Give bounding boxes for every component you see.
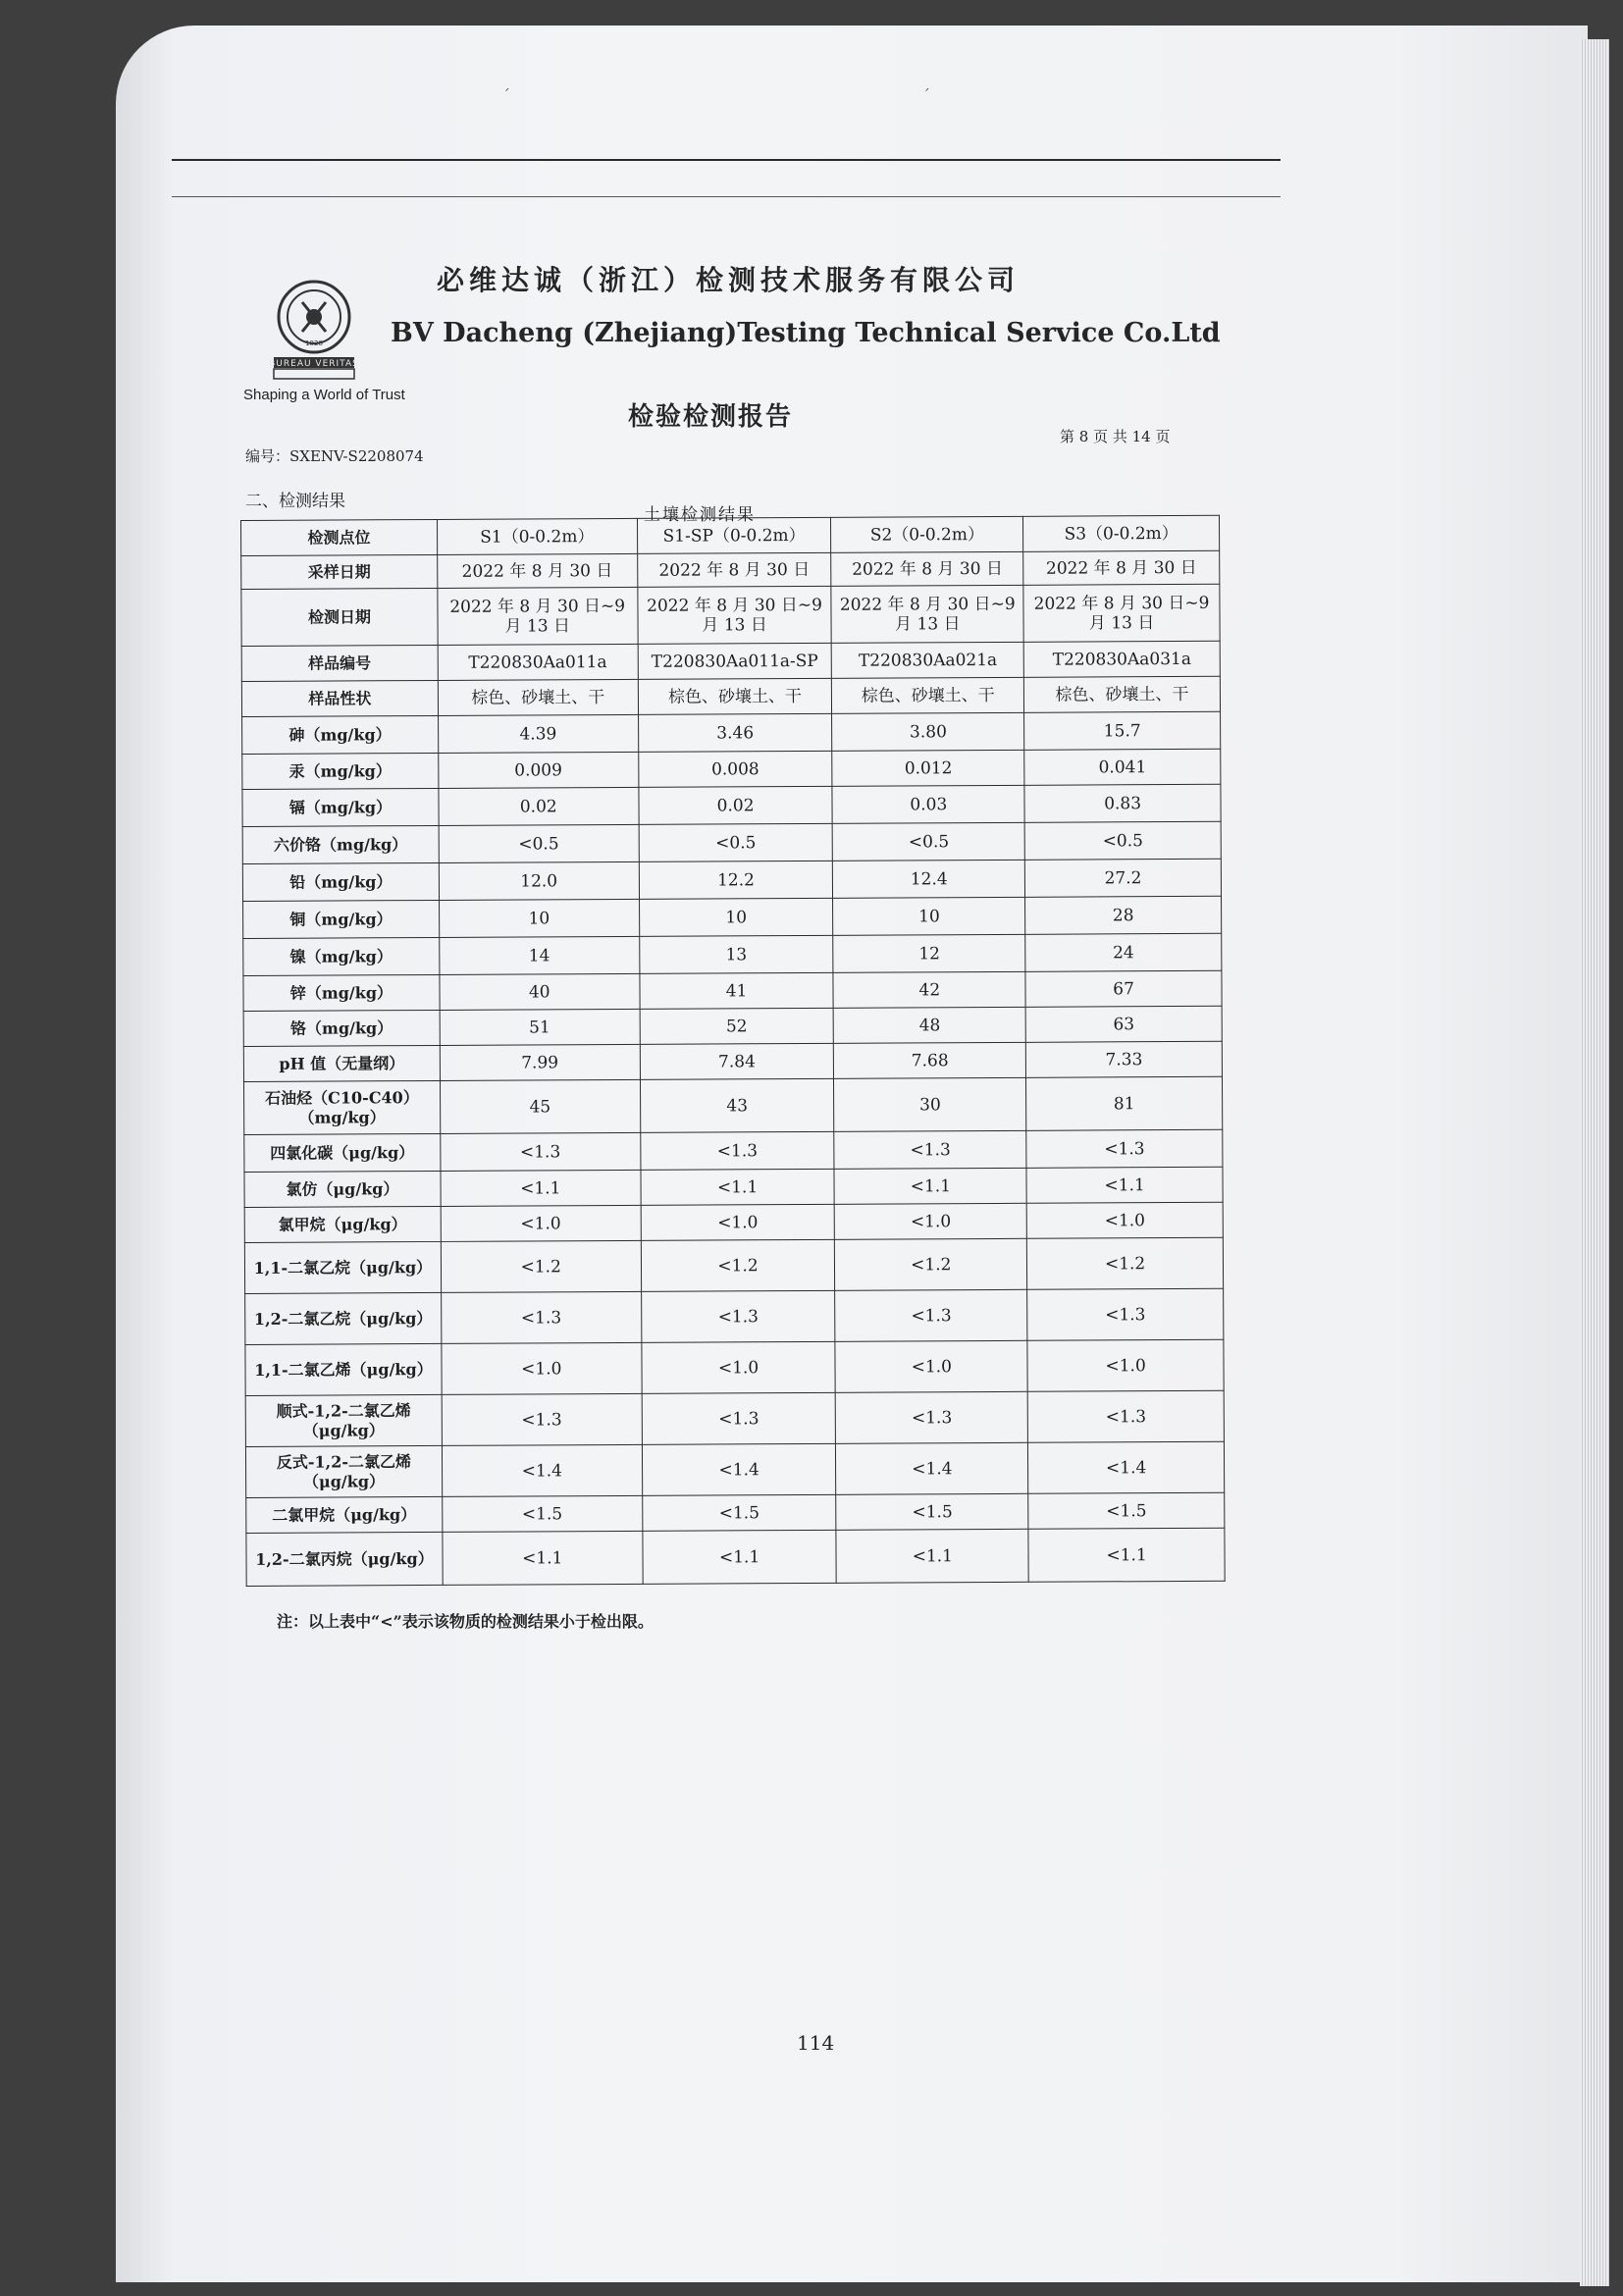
table-row bbox=[243, 933, 1222, 975]
value-cell: 67 bbox=[1025, 970, 1222, 1007]
value-cell: 4.39 bbox=[438, 714, 638, 753]
value-cell: 7.84 bbox=[640, 1043, 834, 1079]
value-cell: 棕色、砂壤土、干 bbox=[832, 677, 1024, 713]
svg-text:1828: 1828 bbox=[305, 339, 323, 347]
value-cell: <1.5 bbox=[642, 1494, 836, 1531]
value-cell: 0.008 bbox=[638, 751, 832, 787]
value-cell: 3.80 bbox=[832, 712, 1024, 751]
value-cell: <1.1 bbox=[443, 1531, 643, 1585]
value-cell: 2022 年 8 月 30 日~9 月 13 日 bbox=[438, 587, 638, 645]
value-cell: 43 bbox=[640, 1078, 834, 1132]
value-cell: <0.5 bbox=[833, 822, 1025, 861]
table-footnote: 注：以上表中“<”表示该物质的检测结果小于检出限。 bbox=[277, 1612, 654, 1631]
svg-text:BUREAU VERITAS: BUREAU VERITAS bbox=[269, 359, 359, 369]
row-label-cell: 氯甲烷（μg/kg） bbox=[244, 1206, 441, 1242]
value-cell: 12.4 bbox=[833, 860, 1025, 898]
value-cell: 2022 年 8 月 30 日~9 月 13 日 bbox=[638, 586, 832, 644]
table-header-row bbox=[241, 515, 1220, 555]
value-cell: <1.3 bbox=[1027, 1390, 1224, 1442]
row-label-cell: 汞（mg/kg） bbox=[242, 753, 439, 789]
row-label-cell: 氯仿（μg/kg） bbox=[244, 1171, 441, 1207]
table-row bbox=[245, 1390, 1224, 1446]
row-label-cell: 铬（mg/kg） bbox=[243, 1010, 440, 1046]
value-cell: T220830Aa011a bbox=[438, 644, 638, 680]
value-cell: 13 bbox=[639, 935, 833, 973]
table-row bbox=[243, 896, 1222, 938]
value-cell: 52 bbox=[640, 1008, 834, 1044]
header-rule bbox=[172, 159, 1281, 161]
table-row bbox=[243, 970, 1222, 1011]
value-cell: 2022 年 8 月 30 日 bbox=[831, 551, 1023, 586]
value-cell: T220830Aa011a-SP bbox=[638, 643, 832, 679]
value-cell: 63 bbox=[1025, 1006, 1222, 1042]
value-cell: <1.3 bbox=[441, 1291, 641, 1343]
page-stack-edge bbox=[1580, 39, 1609, 2286]
value-cell: <1.2 bbox=[835, 1238, 1027, 1290]
row-label-cell: 反式-1,2-二氯乙烯（μg/kg） bbox=[245, 1445, 442, 1497]
value-cell: 12.0 bbox=[439, 861, 639, 900]
table-row bbox=[244, 1167, 1223, 1207]
value-cell: <1.1 bbox=[836, 1529, 1028, 1583]
row-label-cell: 石油烃（C10-C40）（mg/kg） bbox=[243, 1080, 440, 1134]
value-cell: <1.1 bbox=[641, 1169, 835, 1205]
value-cell: <1.0 bbox=[1026, 1202, 1223, 1238]
value-cell: <1.4 bbox=[836, 1442, 1028, 1494]
value-cell: 3.46 bbox=[638, 713, 832, 752]
table-row bbox=[246, 1528, 1225, 1586]
scan-speck: ˊ bbox=[502, 86, 510, 105]
value-cell: <1.0 bbox=[442, 1342, 642, 1394]
value-cell: <1.0 bbox=[835, 1340, 1027, 1392]
section-heading: 二、检测结果 bbox=[245, 492, 345, 511]
row-label-cell: 1,2-二氯丙烷（μg/kg） bbox=[246, 1532, 443, 1586]
value-cell: 7.33 bbox=[1025, 1041, 1222, 1077]
value-cell: 41 bbox=[640, 972, 834, 1009]
value-cell: 10 bbox=[833, 897, 1025, 935]
value-cell: 81 bbox=[1026, 1076, 1223, 1130]
table-row bbox=[242, 859, 1221, 901]
point-header-cell: S1（0-0.2m） bbox=[437, 518, 637, 554]
table-row bbox=[242, 784, 1221, 826]
value-cell: 42 bbox=[833, 971, 1025, 1008]
value-cell: 0.012 bbox=[832, 750, 1024, 786]
table-row bbox=[245, 1339, 1224, 1395]
report-title: 检验检测报告 bbox=[628, 402, 794, 432]
value-cell: <1.3 bbox=[834, 1130, 1026, 1169]
table-row bbox=[241, 676, 1220, 716]
header-rule-top bbox=[172, 196, 1281, 197]
value-cell: <1.2 bbox=[441, 1240, 641, 1292]
row-label-cell: 样品性状 bbox=[241, 680, 438, 716]
value-cell: 棕色、砂壤土、干 bbox=[638, 678, 832, 714]
value-cell: <1.1 bbox=[1026, 1167, 1223, 1203]
table-row bbox=[243, 1076, 1222, 1134]
value-cell: 15.7 bbox=[1024, 711, 1221, 750]
table-row bbox=[241, 584, 1220, 646]
value-cell: 7.68 bbox=[834, 1042, 1026, 1078]
value-cell: <0.5 bbox=[1024, 821, 1221, 860]
value-cell: <1.2 bbox=[1027, 1237, 1224, 1289]
value-cell: <0.5 bbox=[439, 824, 639, 862]
table-row bbox=[244, 1202, 1223, 1242]
value-cell: <1.2 bbox=[641, 1239, 835, 1291]
row-label-cell: 锌（mg/kg） bbox=[243, 974, 440, 1011]
table-row bbox=[245, 1288, 1224, 1344]
row-label-cell: 镉（mg/kg） bbox=[242, 788, 439, 826]
row-label-cell: 二氯甲烷（μg/kg） bbox=[246, 1496, 443, 1533]
value-cell: <1.0 bbox=[441, 1205, 641, 1241]
value-cell: 0.02 bbox=[439, 787, 639, 825]
row-label-cell: 镍（mg/kg） bbox=[243, 937, 440, 975]
row-label-cell: 四氯化碳（μg/kg） bbox=[244, 1133, 441, 1172]
value-cell: 0.83 bbox=[1024, 784, 1221, 822]
value-cell: 12.2 bbox=[639, 861, 833, 899]
value-cell: <1.3 bbox=[1026, 1129, 1223, 1168]
value-cell: 48 bbox=[834, 1007, 1026, 1043]
value-cell: <1.3 bbox=[641, 1290, 835, 1342]
table-row bbox=[241, 641, 1220, 681]
value-cell: <1.3 bbox=[836, 1391, 1028, 1443]
value-cell: <1.1 bbox=[834, 1168, 1026, 1204]
row-label-cell: pH 值（无量纲） bbox=[243, 1045, 440, 1081]
value-cell: 30 bbox=[834, 1077, 1026, 1131]
value-cell: <1.0 bbox=[1027, 1339, 1224, 1391]
table-row bbox=[241, 550, 1220, 589]
value-cell: <1.3 bbox=[642, 1392, 836, 1444]
table-row bbox=[243, 1041, 1222, 1081]
value-cell: 51 bbox=[440, 1009, 640, 1045]
value-cell: 2022 年 8 月 30 日~9 月 13 日 bbox=[1023, 584, 1220, 642]
row-label-cell: 砷（mg/kg） bbox=[242, 715, 439, 754]
value-cell: 棕色、砂壤土、干 bbox=[1024, 676, 1221, 712]
value-cell: <1.5 bbox=[1028, 1492, 1225, 1529]
row-label-cell: 检测日期 bbox=[241, 588, 438, 646]
page-count: 第 8 页 共 14 页 bbox=[1060, 428, 1171, 445]
table-row bbox=[242, 821, 1221, 863]
value-cell: 27.2 bbox=[1024, 859, 1221, 897]
value-cell: 0.03 bbox=[832, 785, 1024, 823]
point-header-cell: S1-SP（0-0.2m） bbox=[637, 517, 831, 553]
company-name-en: BV Dacheng (Zhejiang)Testing Technical Service Co.Ltd bbox=[391, 318, 1221, 348]
table-row bbox=[242, 749, 1221, 789]
value-cell: T220830Aa021a bbox=[832, 642, 1024, 678]
row-label-cell: 铜（mg/kg） bbox=[243, 900, 440, 938]
value-cell: <1.0 bbox=[642, 1341, 836, 1393]
value-cell: 棕色、砂壤土、干 bbox=[438, 679, 638, 715]
value-cell: <1.1 bbox=[441, 1170, 641, 1206]
table-row bbox=[244, 1237, 1223, 1293]
table-row bbox=[243, 1006, 1222, 1046]
value-cell: <1.4 bbox=[1028, 1441, 1225, 1493]
table-row bbox=[246, 1492, 1225, 1533]
value-cell: <1.0 bbox=[835, 1203, 1027, 1239]
value-cell: <1.4 bbox=[442, 1444, 642, 1496]
value-cell: <1.1 bbox=[643, 1530, 837, 1584]
value-cell: <1.4 bbox=[642, 1443, 836, 1495]
value-cell: 10 bbox=[439, 899, 639, 937]
value-cell: T220830Aa031a bbox=[1023, 641, 1220, 677]
value-cell: 14 bbox=[440, 936, 640, 974]
row-label-cell: 铅（mg/kg） bbox=[242, 862, 439, 901]
value-cell: 12 bbox=[833, 934, 1025, 972]
table-row bbox=[245, 1441, 1224, 1497]
row-label-cell: 1,1-二氯乙烯（μg/kg） bbox=[245, 1343, 442, 1395]
value-cell: 2022 年 8 月 30 日 bbox=[1023, 550, 1220, 585]
bureau-veritas-logo bbox=[260, 273, 378, 381]
slogan: Shaping a World of Trust bbox=[243, 387, 405, 403]
value-cell: 28 bbox=[1025, 896, 1222, 934]
report-number: 编号：SXENV-S2208074 bbox=[245, 447, 424, 465]
table-title: 土壤检测结果 bbox=[644, 505, 756, 525]
point-header-cell: S2（0-0.2m） bbox=[831, 516, 1023, 552]
row-label-cell: 1,1-二氯乙烷（μg/kg） bbox=[244, 1241, 441, 1293]
value-cell: 40 bbox=[440, 973, 640, 1010]
row-label-cell: 1,2-二氯乙烷（μg/kg） bbox=[245, 1292, 442, 1344]
table-row bbox=[244, 1129, 1223, 1172]
value-cell: 0.02 bbox=[639, 786, 833, 824]
table-row bbox=[242, 711, 1221, 754]
value-cell: <1.3 bbox=[441, 1132, 641, 1171]
value-cell: 0.041 bbox=[1024, 749, 1221, 785]
value-cell: 0.009 bbox=[439, 752, 639, 788]
scan-speck: ˊ bbox=[922, 86, 930, 105]
soil-results-table bbox=[240, 515, 1226, 1587]
value-cell: <1.3 bbox=[640, 1131, 834, 1170]
company-name-cn: 必维达诚（浙江）检测技术服务有限公司 bbox=[437, 264, 1021, 296]
value-cell: <1.1 bbox=[1028, 1528, 1225, 1582]
value-cell: 10 bbox=[639, 898, 833, 936]
value-cell: <1.3 bbox=[442, 1393, 642, 1445]
value-cell: 2022 年 8 月 30 日~9 月 13 日 bbox=[831, 585, 1023, 643]
value-cell: <1.5 bbox=[836, 1493, 1028, 1530]
row-label-cell: 顺式-1,2-二氯乙烯（μg/kg） bbox=[245, 1394, 442, 1446]
value-cell: 45 bbox=[440, 1079, 640, 1133]
value-cell: <1.0 bbox=[641, 1204, 835, 1240]
value-cell: <1.3 bbox=[1027, 1288, 1224, 1340]
point-header-cell: S3（0-0.2m） bbox=[1023, 515, 1220, 551]
row-label-cell: 样品编号 bbox=[241, 645, 438, 681]
value-cell: 2022 年 8 月 30 日 bbox=[637, 552, 831, 587]
value-cell: 24 bbox=[1025, 933, 1222, 971]
page-number: 114 bbox=[797, 2031, 835, 2055]
row-label-cell: 六价铬（mg/kg） bbox=[242, 825, 439, 863]
value-cell: 7.99 bbox=[440, 1044, 640, 1080]
row-label-cell: 采样日期 bbox=[241, 554, 438, 589]
value-cell: <0.5 bbox=[639, 823, 833, 861]
value-cell: <1.5 bbox=[443, 1495, 643, 1532]
value-cell: 2022 年 8 月 30 日 bbox=[437, 553, 637, 588]
value-cell: <1.3 bbox=[835, 1289, 1027, 1341]
header-label-cell: 检测点位 bbox=[241, 519, 438, 555]
